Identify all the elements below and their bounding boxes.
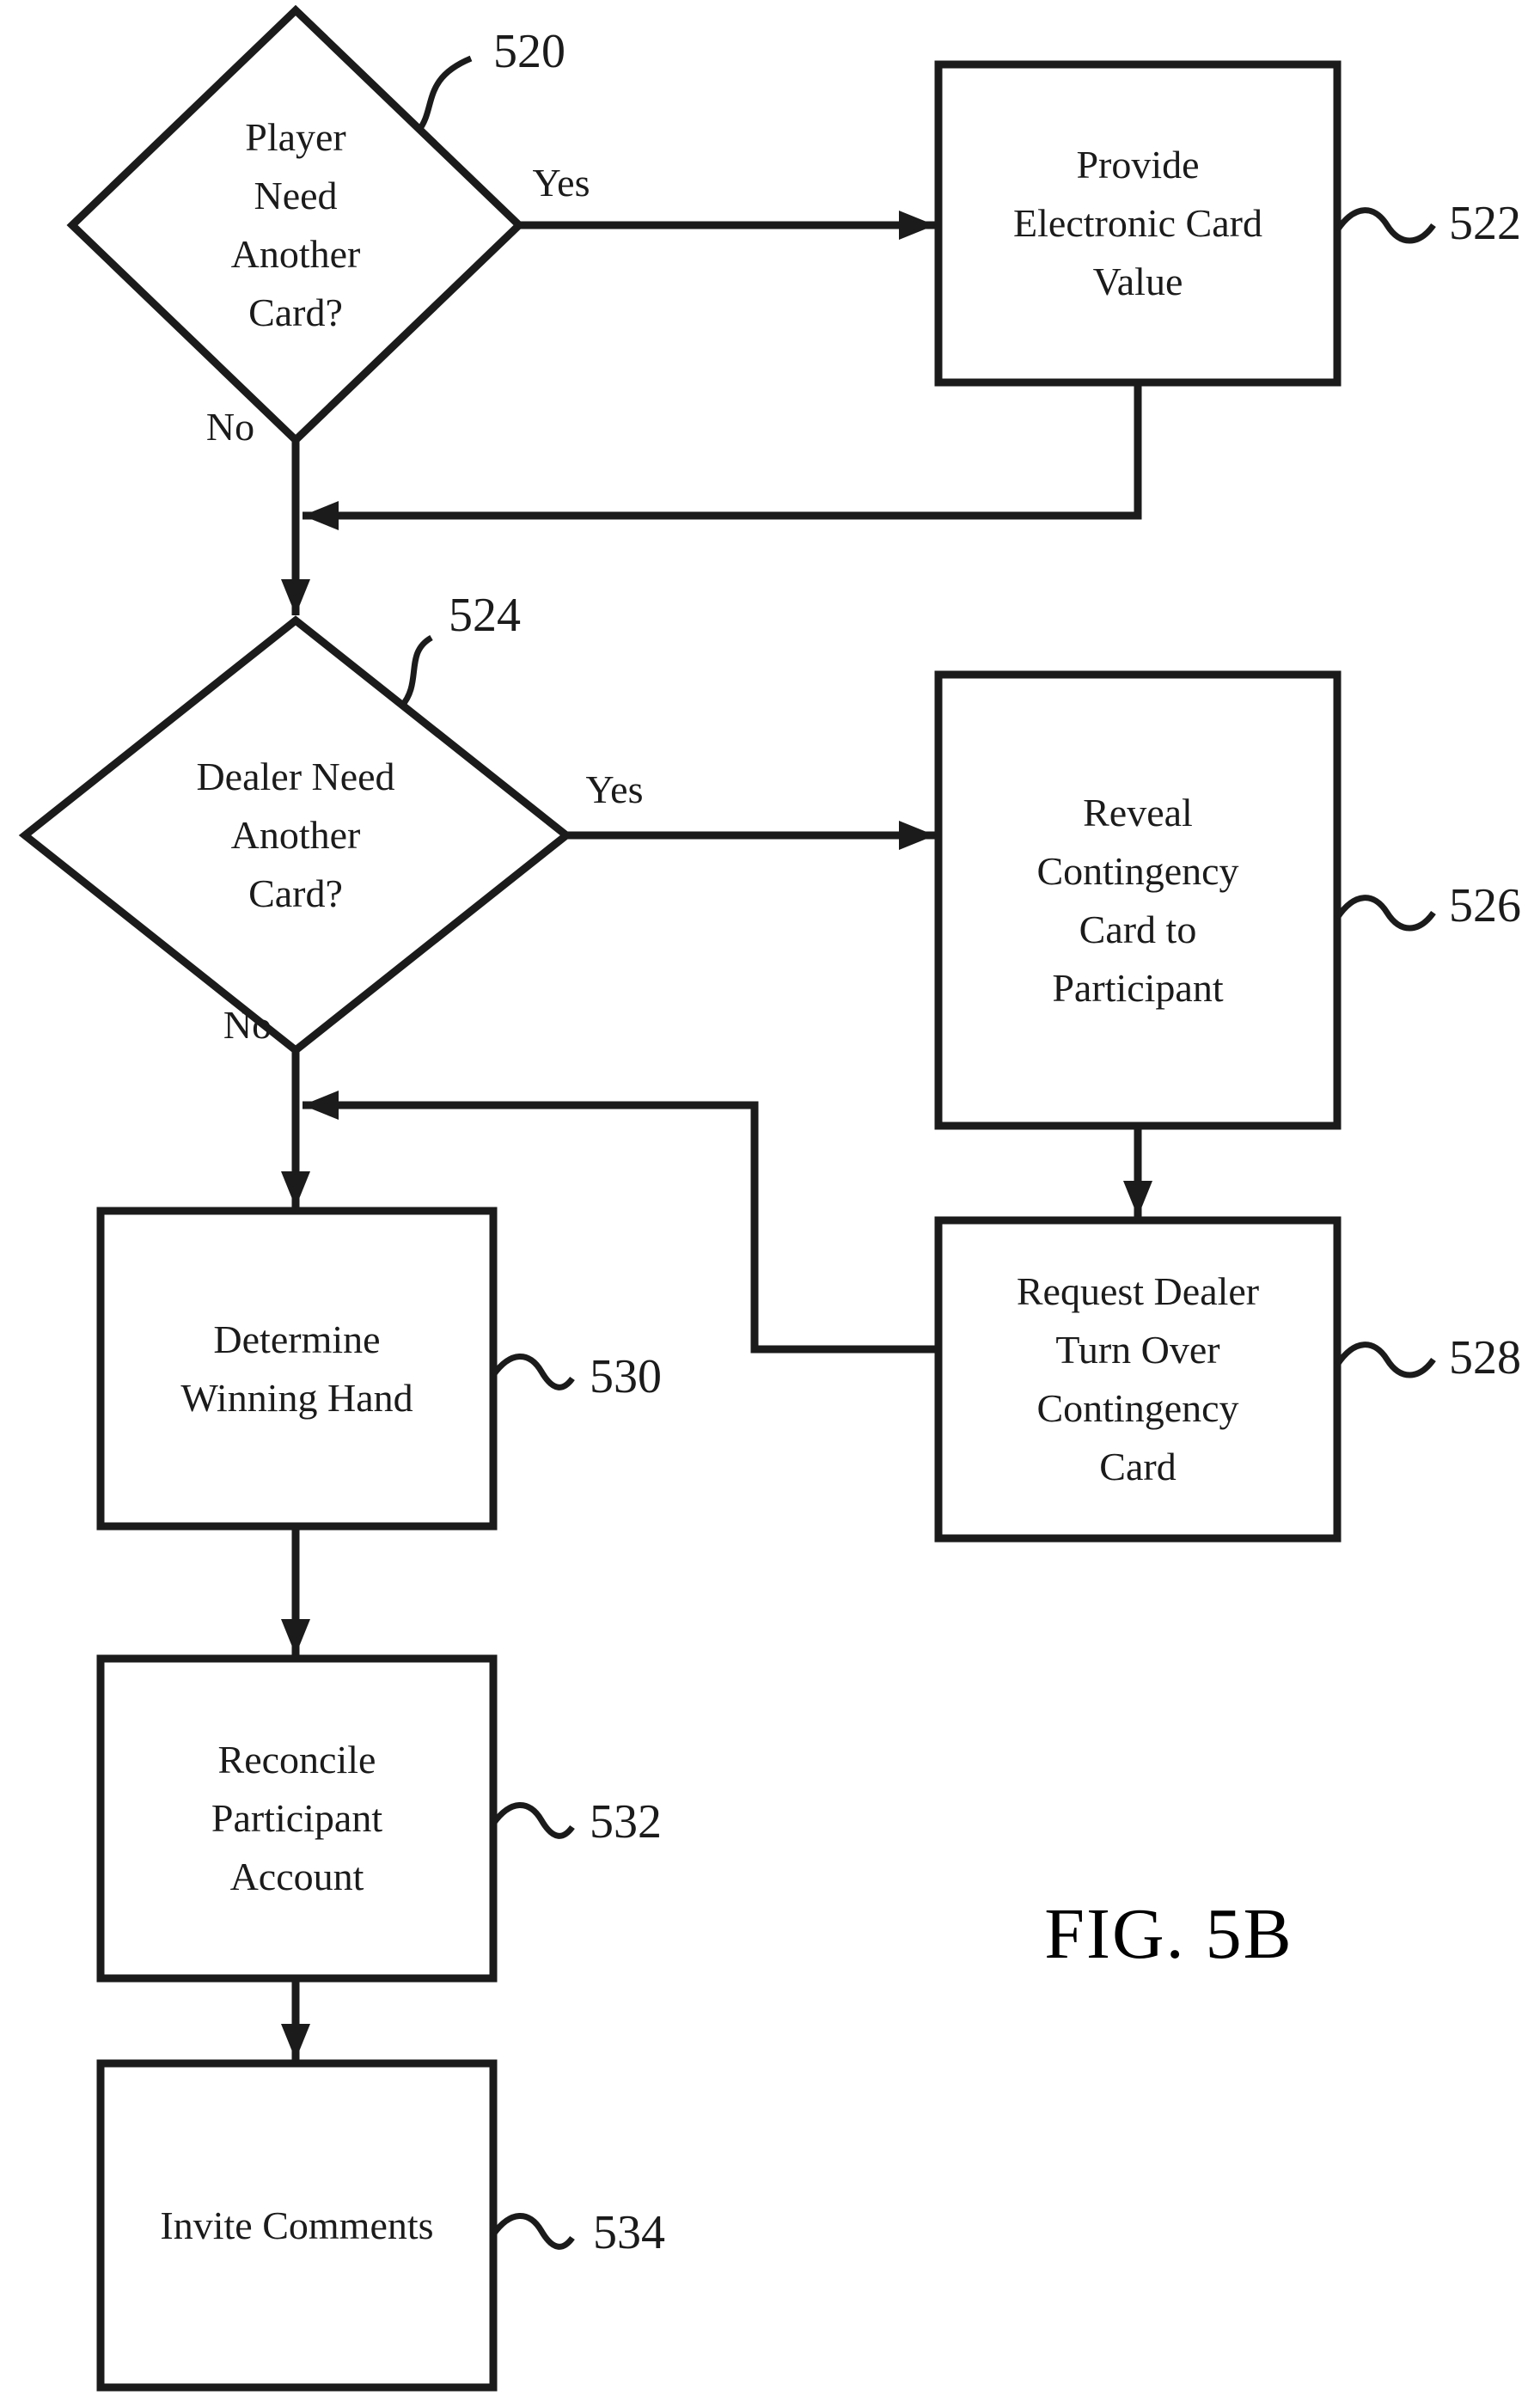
leader-534 (493, 2215, 572, 2246)
ref-532: 532 (590, 1795, 662, 1849)
label-yes-524: Yes (585, 767, 644, 811)
process-530-text: Determine Winning Hand (180, 1317, 413, 1420)
figure-label: FIG. 5B (1044, 1893, 1293, 1974)
ref-530: 530 (590, 1350, 662, 1403)
decision-524-text: Dealer Need Another Card? (196, 755, 395, 915)
leader-522 (1337, 211, 1433, 241)
ref-520: 520 (493, 25, 565, 78)
decision-520-text: Player Need Another Card? (230, 115, 361, 334)
leader-530 (493, 1356, 572, 1387)
leader-528 (1337, 1345, 1433, 1375)
ref-534: 534 (593, 2206, 665, 2259)
process-532-text: Reconcile Participant Account (211, 1738, 383, 1898)
label-no-520: No (205, 404, 255, 449)
process-522-text: Provide Electronic Card Value (1013, 143, 1262, 303)
leader-532 (493, 1805, 572, 1836)
label-no-524: No (223, 1002, 272, 1047)
ref-524: 524 (449, 589, 521, 642)
process-526-text: Reveal Contingency Card to Participant (1036, 790, 1239, 1010)
ref-528: 528 (1449, 1331, 1521, 1384)
label-yes-520: Yes (532, 160, 590, 205)
ref-526: 526 (1449, 879, 1521, 932)
ref-522: 522 (1449, 197, 1521, 250)
process-528-text: Request Dealer Turn Over Contingency Card (1016, 1269, 1260, 1488)
leader-526 (1337, 898, 1433, 928)
process-534-text: Invite Comments (160, 2203, 434, 2247)
